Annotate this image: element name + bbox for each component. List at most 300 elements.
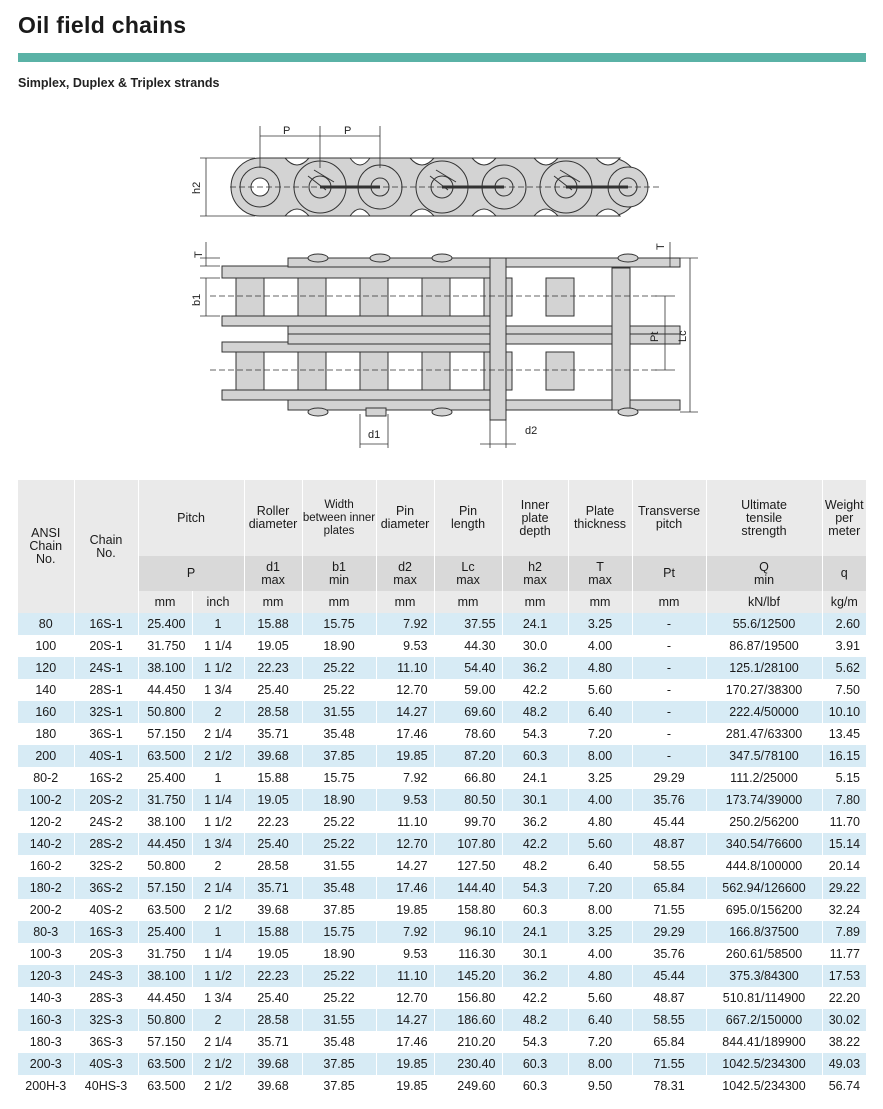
cell-pitch-mm: 50.800 (138, 1009, 192, 1031)
header-inner-plate-depth: Inner plate depth (502, 480, 568, 556)
cell-width-inner-plates: 15.75 (302, 767, 376, 789)
cell-width-inner-plates: 25.22 (302, 679, 376, 701)
cell-pitch-inch: 1 (192, 613, 244, 635)
cell-transverse-pitch: 35.76 (632, 789, 706, 811)
cell-tensile-strength: 510.81/114900 (706, 987, 822, 1009)
cell-pin-diameter: 11.10 (376, 965, 434, 987)
cell-chain-no: 24S-3 (74, 965, 138, 987)
cell-transverse-pitch: - (632, 657, 706, 679)
cell-pin-diameter: 9.53 (376, 789, 434, 811)
header-width-inner-plates: Width between inner plates (302, 480, 376, 556)
chain-spec-table (18, 480, 866, 1097)
h2-label: h2 (191, 181, 203, 194)
cell-pitch-inch: 2 1/4 (192, 1031, 244, 1053)
cell-pin-length: 127.50 (434, 855, 502, 877)
cell-transverse-pitch: 58.55 (632, 855, 706, 877)
cell-chain-no: 40S-1 (74, 745, 138, 767)
cell-pitch-inch: 1 3/4 (192, 987, 244, 1009)
cell-pitch-mm: 38.100 (138, 965, 192, 987)
cell-ansi-chain-no: 180 (18, 723, 74, 745)
cell-tensile-strength: 444.8/100000 (706, 855, 822, 877)
cell-inner-plate-depth: 60.3 (502, 745, 568, 767)
cell-plate-thickness: 4.80 (568, 657, 632, 679)
cell-plate-thickness: 8.00 (568, 1053, 632, 1075)
cell-pin-diameter: 14.27 (376, 701, 434, 723)
pitch-label-2: P (344, 125, 352, 137)
cell-width-inner-plates: 37.85 (302, 1053, 376, 1075)
table-row (18, 635, 866, 657)
cell-pin-length: 107.80 (434, 833, 502, 855)
symbol-weight: q (822, 556, 866, 591)
cell-weight-per-meter: 5.62 (822, 657, 866, 679)
cell-ansi-chain-no: 80 (18, 613, 74, 635)
cell-pitch-mm: 31.750 (138, 789, 192, 811)
cell-transverse-pitch: 71.55 (632, 899, 706, 921)
cell-chain-no: 20S-1 (74, 635, 138, 657)
cell-pin-diameter: 19.85 (376, 1075, 434, 1097)
cell-chain-no: 28S-1 (74, 679, 138, 701)
cell-pitch-inch: 1 1/2 (192, 965, 244, 987)
table-row (18, 965, 866, 987)
table-row (18, 745, 866, 767)
cell-plate-thickness: 4.80 (568, 811, 632, 833)
cell-pin-length: 116.30 (434, 943, 502, 965)
cell-pitch-inch: 2 1/4 (192, 877, 244, 899)
cell-plate-thickness: 7.20 (568, 877, 632, 899)
cell-weight-per-meter: 32.24 (822, 899, 866, 921)
chain-diagram (180, 118, 700, 448)
cell-tensile-strength: 844.41/189900 (706, 1031, 822, 1053)
pitch-label-1: P (283, 125, 291, 137)
unit-pitch-mm: mm (138, 591, 192, 613)
cell-pitch-inch: 1 1/4 (192, 635, 244, 657)
cell-weight-per-meter: 17.53 (822, 965, 866, 987)
cell-plate-thickness: 9.50 (568, 1075, 632, 1097)
cell-pin-diameter: 17.46 (376, 723, 434, 745)
cell-pitch-mm: 44.450 (138, 987, 192, 1009)
cell-pitch-mm: 63.500 (138, 745, 192, 767)
pt-label: Pt (649, 331, 661, 342)
cell-inner-plate-depth: 54.3 (502, 1031, 568, 1053)
cell-weight-per-meter: 3.91 (822, 635, 866, 657)
cell-transverse-pitch: 35.76 (632, 943, 706, 965)
cell-chain-no: 40HS-3 (74, 1075, 138, 1097)
cell-ansi-chain-no: 120-3 (18, 965, 74, 987)
cell-pin-diameter: 19.85 (376, 745, 434, 767)
cell-tensile-strength: 375.3/84300 (706, 965, 822, 987)
cell-pitch-inch: 2 (192, 855, 244, 877)
cell-pin-diameter: 9.53 (376, 635, 434, 657)
cell-pin-diameter: 14.27 (376, 1009, 434, 1031)
cell-width-inner-plates: 35.48 (302, 1031, 376, 1053)
cell-transverse-pitch: 65.84 (632, 877, 706, 899)
cell-ansi-chain-no: 200-2 (18, 899, 74, 921)
cell-plate-thickness: 5.60 (568, 987, 632, 1009)
table-row (18, 767, 866, 789)
cell-ansi-chain-no: 200-3 (18, 1053, 74, 1075)
cell-roller-diameter: 19.05 (244, 635, 302, 657)
cell-width-inner-plates: 25.22 (302, 657, 376, 679)
cell-pitch-inch: 2 1/2 (192, 745, 244, 767)
unit-roller: mm (244, 591, 302, 613)
cell-tensile-strength: 125.1/28100 (706, 657, 822, 679)
cell-ansi-chain-no: 120 (18, 657, 74, 679)
symbol-pitch: P (138, 556, 244, 591)
cell-weight-per-meter: 11.77 (822, 943, 866, 965)
header-ansi-chain-no: ANSI Chain No. (18, 480, 74, 613)
cell-roller-diameter: 15.88 (244, 767, 302, 789)
cell-plate-thickness: 4.00 (568, 635, 632, 657)
cell-weight-per-meter: 10.10 (822, 701, 866, 723)
cell-chain-no: 16S-3 (74, 921, 138, 943)
unit-plate-thickness: mm (568, 591, 632, 613)
cell-roller-diameter: 22.23 (244, 657, 302, 679)
cell-pitch-inch: 1 1/2 (192, 657, 244, 679)
cell-inner-plate-depth: 30.0 (502, 635, 568, 657)
unit-tensile: kN/lbf (706, 591, 822, 613)
cell-transverse-pitch: 29.29 (632, 921, 706, 943)
cell-pitch-mm: 63.500 (138, 1053, 192, 1075)
cell-pitch-mm: 57.150 (138, 1031, 192, 1053)
cell-pitch-mm: 25.400 (138, 921, 192, 943)
cell-inner-plate-depth: 36.2 (502, 657, 568, 679)
table-row (18, 701, 866, 723)
cell-roller-diameter: 22.23 (244, 965, 302, 987)
cell-pin-length: 96.10 (434, 921, 502, 943)
unit-weight: kg/m (822, 591, 866, 613)
header-plate-thickness: Plate thickness (568, 480, 632, 556)
cell-width-inner-plates: 18.90 (302, 943, 376, 965)
cell-tensile-strength: 222.4/50000 (706, 701, 822, 723)
symbol-tensile: Q min (706, 556, 822, 591)
cell-pin-diameter: 12.70 (376, 833, 434, 855)
cell-inner-plate-depth: 42.2 (502, 987, 568, 1009)
cell-width-inner-plates: 37.85 (302, 1075, 376, 1097)
cell-transverse-pitch: 29.29 (632, 767, 706, 789)
cell-pin-diameter: 11.10 (376, 657, 434, 679)
cell-ansi-chain-no: 200H-3 (18, 1075, 74, 1097)
cell-transverse-pitch: - (632, 679, 706, 701)
cell-transverse-pitch: - (632, 723, 706, 745)
symbol-transverse: Pt (632, 556, 706, 591)
cell-roller-diameter: 25.40 (244, 987, 302, 1009)
cell-pitch-inch: 2 (192, 701, 244, 723)
cell-plate-thickness: 5.60 (568, 833, 632, 855)
cell-transverse-pitch: - (632, 745, 706, 767)
cell-chain-no: 20S-3 (74, 943, 138, 965)
cell-pitch-inch: 2 1/4 (192, 723, 244, 745)
page-title: Oil field chains (18, 12, 187, 38)
cell-plate-thickness: 8.00 (568, 899, 632, 921)
cell-roller-diameter: 15.88 (244, 613, 302, 635)
cell-tensile-strength: 86.87/19500 (706, 635, 822, 657)
cell-pitch-mm: 31.750 (138, 943, 192, 965)
cell-roller-diameter: 15.88 (244, 921, 302, 943)
cell-pin-diameter: 12.70 (376, 987, 434, 1009)
table-row (18, 943, 866, 965)
cell-width-inner-plates: 25.22 (302, 833, 376, 855)
cell-inner-plate-depth: 24.1 (502, 921, 568, 943)
cell-chain-no: 20S-2 (74, 789, 138, 811)
cell-transverse-pitch: 71.55 (632, 1053, 706, 1075)
cell-tensile-strength: 281.47/63300 (706, 723, 822, 745)
cell-pin-length: 44.30 (434, 635, 502, 657)
header-pitch: Pitch (138, 480, 244, 556)
cell-tensile-strength: 173.74/39000 (706, 789, 822, 811)
cell-plate-thickness: 6.40 (568, 1009, 632, 1031)
cell-chain-no: 24S-1 (74, 657, 138, 679)
table-row (18, 921, 866, 943)
cell-roller-diameter: 28.58 (244, 1009, 302, 1031)
cell-width-inner-plates: 15.75 (302, 921, 376, 943)
cell-plate-thickness: 3.25 (568, 921, 632, 943)
cell-weight-per-meter: 38.22 (822, 1031, 866, 1053)
cell-transverse-pitch: 65.84 (632, 1031, 706, 1053)
cell-pin-diameter: 14.27 (376, 855, 434, 877)
table-row (18, 987, 866, 1009)
table-row (18, 657, 866, 679)
cell-weight-per-meter: 7.50 (822, 679, 866, 701)
cell-weight-per-meter: 20.14 (822, 855, 866, 877)
cell-pin-diameter: 7.92 (376, 613, 434, 635)
lc-label: Lc (677, 330, 689, 342)
cell-ansi-chain-no: 140 (18, 679, 74, 701)
cell-weight-per-meter: 11.70 (822, 811, 866, 833)
cell-pitch-inch: 2 1/2 (192, 1053, 244, 1075)
cell-chain-no: 40S-3 (74, 1053, 138, 1075)
cell-pitch-inch: 2 (192, 1009, 244, 1031)
cell-plate-thickness: 7.20 (568, 1031, 632, 1053)
cell-ansi-chain-no: 100-3 (18, 943, 74, 965)
cell-roller-diameter: 19.05 (244, 789, 302, 811)
cell-pin-length: 69.60 (434, 701, 502, 723)
cell-weight-per-meter: 7.80 (822, 789, 866, 811)
cell-weight-per-meter: 2.60 (822, 613, 866, 635)
chain-spec-table-wrapper (18, 480, 866, 1097)
cell-transverse-pitch: 45.44 (632, 811, 706, 833)
cell-pitch-mm: 25.400 (138, 767, 192, 789)
cell-roller-diameter: 19.05 (244, 943, 302, 965)
cell-weight-per-meter: 30.02 (822, 1009, 866, 1031)
cell-tensile-strength: 667.2/150000 (706, 1009, 822, 1031)
cell-plate-thickness: 4.00 (568, 789, 632, 811)
cell-plate-thickness: 8.00 (568, 745, 632, 767)
table-row (18, 789, 866, 811)
cell-roller-diameter: 35.71 (244, 1031, 302, 1053)
cell-tensile-strength: 166.8/37500 (706, 921, 822, 943)
cell-pin-length: 66.80 (434, 767, 502, 789)
unit-width: mm (302, 591, 376, 613)
symbol-pin-diameter: d2 max (376, 556, 434, 591)
symbol-roller: d1 max (244, 556, 302, 591)
cell-tensile-strength: 1042.5/234300 (706, 1075, 822, 1097)
t-right-label: T (655, 243, 667, 250)
symbol-inner-depth: h2 max (502, 556, 568, 591)
cell-plate-thickness: 6.40 (568, 701, 632, 723)
cell-pitch-mm: 38.100 (138, 657, 192, 679)
cell-chain-no: 28S-2 (74, 833, 138, 855)
cell-pitch-mm: 44.450 (138, 833, 192, 855)
cell-weight-per-meter: 49.03 (822, 1053, 866, 1075)
cell-pin-diameter: 7.92 (376, 921, 434, 943)
cell-inner-plate-depth: 24.1 (502, 767, 568, 789)
cell-ansi-chain-no: 80-2 (18, 767, 74, 789)
cell-width-inner-plates: 31.55 (302, 1009, 376, 1031)
cell-pitch-mm: 50.800 (138, 701, 192, 723)
table-row (18, 1075, 866, 1097)
cell-pitch-mm: 31.750 (138, 635, 192, 657)
cell-pitch-mm: 63.500 (138, 1075, 192, 1097)
cell-ansi-chain-no: 140-2 (18, 833, 74, 855)
cell-tensile-strength: 250.2/56200 (706, 811, 822, 833)
d1-label: d1 (368, 429, 381, 441)
cell-width-inner-plates: 18.90 (302, 635, 376, 657)
cell-chain-no: 28S-3 (74, 987, 138, 1009)
cell-ansi-chain-no: 100 (18, 635, 74, 657)
table-row (18, 833, 866, 855)
cell-pitch-inch: 2 1/2 (192, 899, 244, 921)
cell-pin-diameter: 11.10 (376, 811, 434, 833)
cell-inner-plate-depth: 60.3 (502, 1053, 568, 1075)
table-row (18, 877, 866, 899)
table-row (18, 811, 866, 833)
cell-ansi-chain-no: 200 (18, 745, 74, 767)
cell-weight-per-meter: 5.15 (822, 767, 866, 789)
cell-pitch-mm: 57.150 (138, 877, 192, 899)
cell-chain-no: 32S-1 (74, 701, 138, 723)
cell-pin-diameter: 9.53 (376, 943, 434, 965)
cell-pitch-mm: 63.500 (138, 899, 192, 921)
table-row (18, 899, 866, 921)
header-pin-length: Pin length (434, 480, 502, 556)
cell-inner-plate-depth: 54.3 (502, 723, 568, 745)
cell-chain-no: 24S-2 (74, 811, 138, 833)
cell-weight-per-meter: 7.89 (822, 921, 866, 943)
cell-tensile-strength: 695.0/156200 (706, 899, 822, 921)
cell-inner-plate-depth: 24.1 (502, 613, 568, 635)
cell-pin-length: 230.40 (434, 1053, 502, 1075)
cell-inner-plate-depth: 48.2 (502, 1009, 568, 1031)
cell-transverse-pitch: 45.44 (632, 965, 706, 987)
cell-weight-per-meter: 29.22 (822, 877, 866, 899)
cell-width-inner-plates: 37.85 (302, 745, 376, 767)
unit-pin-length: mm (434, 591, 502, 613)
table-row (18, 855, 866, 877)
cell-pin-length: 158.80 (434, 899, 502, 921)
cell-pitch-inch: 1 (192, 921, 244, 943)
header-roller-diameter: Roller diameter (244, 480, 302, 556)
table-row (18, 679, 866, 701)
unit-pitch-inch: inch (192, 591, 244, 613)
cell-transverse-pitch: - (632, 613, 706, 635)
cell-inner-plate-depth: 48.2 (502, 701, 568, 723)
cell-tensile-strength: 170.27/38300 (706, 679, 822, 701)
cell-inner-plate-depth: 36.2 (502, 811, 568, 833)
cell-roller-diameter: 25.40 (244, 679, 302, 701)
cell-plate-thickness: 7.20 (568, 723, 632, 745)
cell-pitch-mm: 25.400 (138, 613, 192, 635)
cell-inner-plate-depth: 30.1 (502, 943, 568, 965)
cell-pin-diameter: 19.85 (376, 1053, 434, 1075)
cell-chain-no: 16S-2 (74, 767, 138, 789)
cell-width-inner-plates: 25.22 (302, 811, 376, 833)
t-left-label: T (193, 251, 205, 258)
cell-inner-plate-depth: 54.3 (502, 877, 568, 899)
cell-pin-length: 37.55 (434, 613, 502, 635)
cell-ansi-chain-no: 160-2 (18, 855, 74, 877)
cell-pitch-inch: 1 1/4 (192, 943, 244, 965)
b1-label: b1 (191, 293, 203, 306)
cell-pin-length: 156.80 (434, 987, 502, 1009)
cell-chain-no: 36S-1 (74, 723, 138, 745)
cell-pin-diameter: 17.46 (376, 1031, 434, 1053)
cell-roller-diameter: 22.23 (244, 811, 302, 833)
cell-pitch-mm: 50.800 (138, 855, 192, 877)
cell-roller-diameter: 39.68 (244, 899, 302, 921)
cell-pitch-inch: 2 1/2 (192, 1075, 244, 1097)
cell-roller-diameter: 25.40 (244, 833, 302, 855)
table-row (18, 1009, 866, 1031)
title-accent-bar (18, 53, 866, 62)
cell-weight-per-meter: 56.74 (822, 1075, 866, 1097)
cell-width-inner-plates: 15.75 (302, 613, 376, 635)
cell-pin-length: 210.20 (434, 1031, 502, 1053)
table-row (18, 723, 866, 745)
header-chain-no: Chain No. (74, 480, 138, 613)
cell-pin-length: 54.40 (434, 657, 502, 679)
symbol-pin-length: Lc max (434, 556, 502, 591)
cell-transverse-pitch: - (632, 635, 706, 657)
header-pin-diameter: Pin diameter (376, 480, 434, 556)
cell-pitch-inch: 1 1/4 (192, 789, 244, 811)
cell-plate-thickness: 5.60 (568, 679, 632, 701)
cell-pin-length: 186.60 (434, 1009, 502, 1031)
cell-width-inner-plates: 31.55 (302, 701, 376, 723)
cell-weight-per-meter: 22.20 (822, 987, 866, 1009)
cell-pitch-mm: 44.450 (138, 679, 192, 701)
cell-pin-diameter: 7.92 (376, 767, 434, 789)
header-transverse-pitch: Transverse pitch (632, 480, 706, 556)
cell-transverse-pitch: - (632, 701, 706, 723)
cell-width-inner-plates: 25.22 (302, 965, 376, 987)
table-row (18, 1031, 866, 1053)
cell-ansi-chain-no: 80-3 (18, 921, 74, 943)
cell-tensile-strength: 1042.5/234300 (706, 1053, 822, 1075)
header-weight-per-meter: Weight per meter (822, 480, 866, 556)
cell-tensile-strength: 347.5/78100 (706, 745, 822, 767)
cell-ansi-chain-no: 140-3 (18, 987, 74, 1009)
cell-roller-diameter: 39.68 (244, 745, 302, 767)
cell-pin-length: 80.50 (434, 789, 502, 811)
cell-transverse-pitch: 48.87 (632, 987, 706, 1009)
cell-inner-plate-depth: 60.3 (502, 1075, 568, 1097)
cell-pitch-inch: 1 3/4 (192, 833, 244, 855)
cell-transverse-pitch: 48.87 (632, 833, 706, 855)
cell-transverse-pitch: 58.55 (632, 1009, 706, 1031)
cell-width-inner-plates: 35.48 (302, 877, 376, 899)
cell-pin-length: 144.40 (434, 877, 502, 899)
cell-chain-no: 32S-2 (74, 855, 138, 877)
cell-chain-no: 32S-3 (74, 1009, 138, 1031)
table-row (18, 1053, 866, 1075)
cell-roller-diameter: 39.68 (244, 1053, 302, 1075)
cell-inner-plate-depth: 60.3 (502, 899, 568, 921)
cell-weight-per-meter: 13.45 (822, 723, 866, 745)
cell-roller-diameter: 39.68 (244, 1075, 302, 1097)
cell-ansi-chain-no: 180-2 (18, 877, 74, 899)
symbol-plate-thickness: T max (568, 556, 632, 591)
cell-plate-thickness: 4.80 (568, 965, 632, 987)
